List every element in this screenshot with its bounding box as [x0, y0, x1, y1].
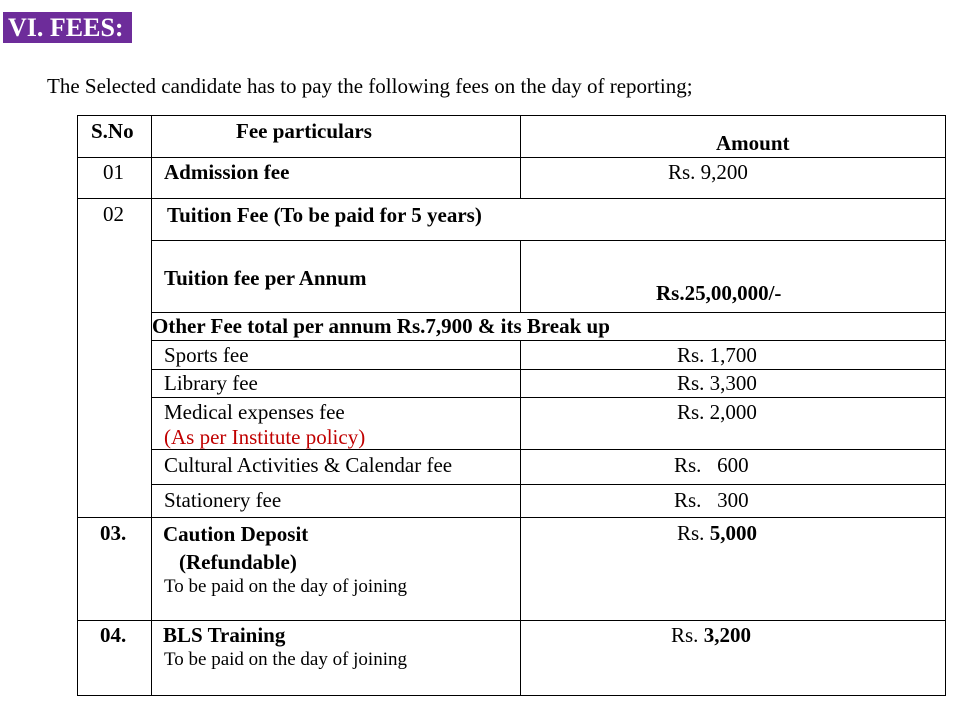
caution-deposit-sub: (Refundable) — [179, 550, 297, 574]
amount-value: 3,200 — [703, 623, 751, 647]
column-divider — [151, 115, 152, 696]
amount-prefix: Rs. — [671, 623, 699, 647]
caution-deposit-note: To be paid on the day of joining — [164, 576, 407, 597]
row-divider — [77, 157, 946, 158]
sno-02: 02 — [103, 202, 124, 226]
bls-training-note: To be paid on the day of joining — [164, 649, 407, 670]
sno-01: 01 — [103, 160, 124, 184]
row-divider — [77, 620, 946, 621]
tuition-per-annum-amount: Rs.25,00,000/- — [656, 281, 782, 305]
intro-text: The Selected candidate has to pay the following fees on the day of reporting; — [47, 74, 693, 98]
table-border-top — [77, 115, 946, 116]
row-divider — [151, 340, 946, 341]
library-fee-label: Library fee — [164, 371, 258, 395]
library-fee-amount: Rs. 3,300 — [677, 371, 757, 395]
row-divider — [151, 397, 946, 398]
sno-03: 03. — [100, 521, 127, 545]
row-divider — [151, 312, 946, 313]
tuition-fee-title: Tuition Fee (To be paid for 5 years) — [167, 203, 482, 227]
admission-fee-label: Admission fee — [164, 160, 290, 184]
admission-fee-amount: Rs. 9,200 — [668, 160, 748, 184]
column-divider — [520, 115, 521, 199]
cultural-fee-label: Cultural Activities & Calendar fee — [164, 453, 453, 477]
bls-training-amount — [671, 623, 751, 647]
sno-04: 04. — [100, 623, 127, 647]
section-heading: VI. FEES: — [3, 12, 132, 43]
caution-deposit-amount — [677, 521, 757, 545]
stationery-fee-amount: Rs. 300 — [674, 488, 749, 512]
other-fee-heading: Other Fee total per annum Rs.7,900 & its Break up — [152, 314, 610, 338]
column-divider — [520, 240, 521, 313]
bls-training-label: BLS Training — [163, 623, 286, 647]
sports-fee-label: Sports fee — [164, 343, 249, 367]
cultural-fee-amount: Rs. 600 — [674, 453, 749, 477]
header-amount: Amount — [716, 131, 790, 155]
sports-fee-amount: Rs. 1,700 — [677, 343, 757, 367]
medical-fee-note: (As per Institute policy) — [164, 425, 366, 449]
column-divider — [520, 340, 521, 696]
row-divider — [77, 198, 946, 199]
medical-fee-label: Medical expenses fee — [164, 400, 345, 424]
table-border-right — [945, 115, 946, 696]
caution-deposit-label: Caution Deposit — [163, 522, 309, 546]
tuition-per-annum-label: Tuition fee per Annum — [164, 266, 367, 290]
row-divider — [151, 369, 946, 370]
medical-fee-amount: Rs. 2,000 — [677, 400, 757, 424]
amount-value: 5,000 — [709, 521, 757, 545]
table-border-left — [77, 115, 78, 696]
row-divider — [151, 484, 946, 485]
table-border-bottom — [77, 695, 946, 696]
amount-prefix: Rs. — [677, 521, 705, 545]
stationery-fee-label: Stationery fee — [164, 488, 282, 512]
header-particulars: Fee particulars — [236, 119, 372, 143]
row-divider — [151, 240, 946, 241]
row-divider — [77, 517, 946, 518]
row-divider — [151, 449, 946, 450]
header-sno: S.No — [91, 119, 134, 143]
